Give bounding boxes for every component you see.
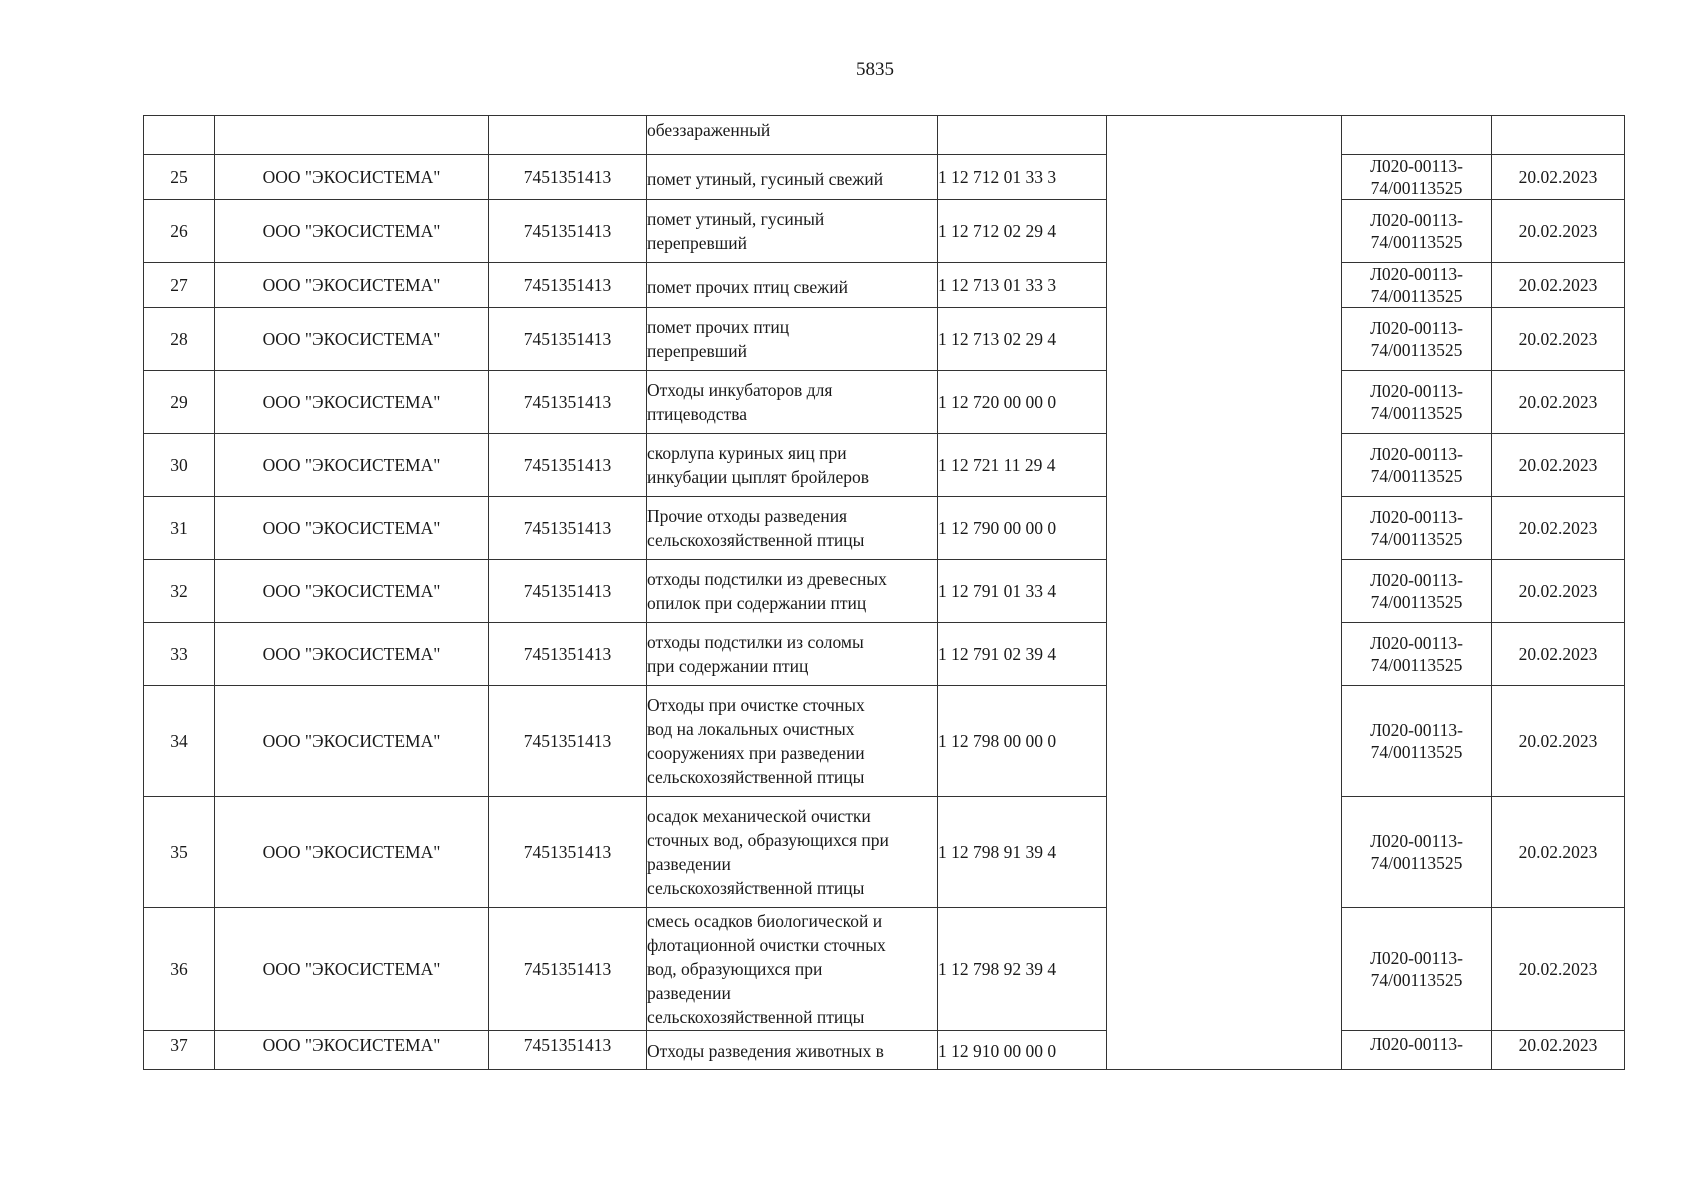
cell-date: 20.02.2023 [1492,371,1625,434]
cell-inn: 7451351413 [489,308,647,371]
cell-waste-code: 1 12 798 91 39 4 [938,797,1107,908]
cell-inn [489,116,647,155]
cell-waste-code: 1 12 791 02 39 4 [938,623,1107,686]
cell-waste-code: 1 12 720 00 00 0 [938,371,1107,434]
waste-name-line: скорлупа куриных яиц при [647,443,847,463]
cell-inn: 7451351413 [489,263,647,308]
cell-waste-name [647,560,938,623]
cell-inn: 7451351413 [489,200,647,263]
cell-waste-name [647,308,938,371]
cell-waste-code: 1 12 713 01 33 3 [938,263,1107,308]
cell-number: 34 [144,686,215,797]
waste-name-line: Отходы инкубаторов для [647,380,833,400]
license-line: Л020-00113- [1370,948,1463,968]
cell-waste-name [647,797,938,908]
cell-waste-name [647,155,938,200]
cell-license [1342,1031,1492,1070]
cell-number: 30 [144,434,215,497]
cell-organization: ООО "ЭКОСИСТЕМА" [215,308,489,371]
cell-waste-code: 1 12 791 01 33 4 [938,560,1107,623]
cell-organization: ООО "ЭКОСИСТЕМА" [215,497,489,560]
license-line: Л020-00113- [1370,318,1463,338]
license-line: 74/00113525 [1370,592,1463,612]
cell-organization: ООО "ЭКОСИСТЕМА" [215,434,489,497]
license-line: Л020-00113- [1370,1034,1463,1054]
cell-waste-code: 1 12 790 00 00 0 [938,497,1107,560]
cell-organization: ООО "ЭКОСИСТЕМА" [215,908,489,1031]
waste-name-line: инкубации цыплят бройлеров [647,467,869,487]
cell-date: 20.02.2023 [1492,434,1625,497]
cell-license [1342,263,1492,308]
cell-waste-name [647,434,938,497]
table-row [144,497,1625,560]
cell-waste-name [647,371,938,434]
table-row [144,200,1625,263]
waste-name-line: сточных вод, образующихся при [647,830,889,850]
cell-number: 27 [144,263,215,308]
cell-inn: 7451351413 [489,155,647,200]
license-line: Л020-00113- [1370,831,1463,851]
cell-organization: ООО "ЭКОСИСТЕМА" [215,1031,489,1070]
waste-name-line: разведении [647,983,731,1003]
cell-inn: 7451351413 [489,434,647,497]
license-line: 74/00113525 [1370,970,1463,990]
waste-name-line: помет прочих птиц свежий [647,277,848,297]
waste-name-line: отходы подстилки из соломы [647,632,864,652]
license-line: Л020-00113- [1370,570,1463,590]
cell-date [1492,116,1625,155]
cell-blank-column [1107,116,1342,1070]
cell-waste-name [647,908,938,1031]
cell-number: 25 [144,155,215,200]
waste-name-line: помет утиный, гусиный [647,209,825,229]
cell-number: 28 [144,308,215,371]
cell-date: 20.02.2023 [1492,497,1625,560]
cell-date: 20.02.2023 [1492,623,1625,686]
license-line: 74/00113525 [1370,529,1463,549]
cell-license [1342,116,1492,155]
cell-inn: 7451351413 [489,623,647,686]
waste-name-line: Прочие отходы разведения [647,506,848,526]
cell-license [1342,200,1492,263]
waste-registry-table [143,115,1625,1070]
cell-date: 20.02.2023 [1492,200,1625,263]
cell-license [1342,434,1492,497]
cell-waste-code: 1 12 712 01 33 3 [938,155,1107,200]
license-line: Л020-00113- [1370,444,1463,464]
license-line: Л020-00113- [1370,633,1463,653]
cell-waste-code: 1 12 713 02 29 4 [938,308,1107,371]
table-row [144,623,1625,686]
cell-organization: ООО "ЭКОСИСТЕМА" [215,686,489,797]
cell-organization: ООО "ЭКОСИСТЕМА" [215,200,489,263]
cell-inn: 7451351413 [489,908,647,1031]
waste-name-line: опилок при содержании птиц [647,593,867,613]
cell-waste-code: 1 12 798 92 39 4 [938,908,1107,1031]
cell-organization: ООО "ЭКОСИСТЕМА" [215,797,489,908]
table-row [144,263,1625,308]
waste-name-line: Отходы при очистке сточных [647,695,865,715]
page-number: 5835 [856,59,894,80]
continuation-row [144,116,1625,155]
license-line: 74/00113525 [1370,178,1463,198]
cell-waste-name [647,497,938,560]
cell-waste-name [647,1031,938,1070]
cell-inn: 7451351413 [489,797,647,908]
cell-waste-name [647,623,938,686]
cell-license [1342,686,1492,797]
cell-license [1342,797,1492,908]
table-row [144,155,1625,200]
cell-license [1342,308,1492,371]
cell-waste-code: 1 12 798 00 00 0 [938,686,1107,797]
waste-name-line: помет утиный, гусиный свежий [647,169,884,189]
cell-date: 20.02.2023 [1492,1031,1625,1070]
cell-license [1342,497,1492,560]
cell-number: 33 [144,623,215,686]
table-row [144,371,1625,434]
cell-date: 20.02.2023 [1492,263,1625,308]
table-row [144,797,1625,908]
cell-date: 20.02.2023 [1492,155,1625,200]
license-line: Л020-00113- [1370,381,1463,401]
table-row [144,308,1625,371]
cell-number: 36 [144,908,215,1031]
license-line: 74/00113525 [1370,340,1463,360]
cell-organization: ООО "ЭКОСИСТЕМА" [215,371,489,434]
cell-date: 20.02.2023 [1492,686,1625,797]
waste-name-line: птицеводства [647,404,748,424]
waste-name-line: сельскохозяйственной птицы [647,530,865,550]
waste-name-line: перепревший [647,233,748,253]
license-line: Л020-00113- [1370,264,1463,284]
license-line: Л020-00113- [1370,210,1463,230]
cell-number: 37 [144,1031,215,1070]
waste-name-line: осадок механической очистки [647,806,871,826]
cell-inn: 7451351413 [489,497,647,560]
cell-date: 20.02.2023 [1492,560,1625,623]
license-line: 74/00113525 [1370,466,1463,486]
cell-organization [215,116,489,155]
waste-name-line: сельскохозяйственной птицы [647,878,865,898]
cell-number: 26 [144,200,215,263]
cell-inn: 7451351413 [489,371,647,434]
table-row [144,1031,1625,1070]
license-line: Л020-00113- [1370,507,1463,527]
cell-organization: ООО "ЭКОСИСТЕМА" [215,263,489,308]
license-line: 74/00113525 [1370,286,1463,306]
cell-date: 20.02.2023 [1492,797,1625,908]
waste-name-line: вод на локальных очистных [647,719,855,739]
table-row [144,908,1625,1031]
cell-waste-name [647,200,938,263]
waste-name-line: разведении [647,854,731,874]
cell-license [1342,560,1492,623]
license-line: 74/00113525 [1370,232,1463,252]
table-row [144,434,1625,497]
waste-name-line: сооружениях при разведении [647,743,865,763]
cell-organization: ООО "ЭКОСИСТЕМА" [215,155,489,200]
license-line: 74/00113525 [1370,853,1463,873]
cell-license [1342,155,1492,200]
cell-license [1342,371,1492,434]
cell-inn: 7451351413 [489,686,647,797]
waste-name-line: сельскохозяйственной птицы [647,767,865,787]
cell-number: 35 [144,797,215,908]
cell-license [1342,623,1492,686]
cell-number: 32 [144,560,215,623]
cell-number [144,116,215,155]
waste-name-line: помет прочих птиц [647,317,790,337]
cell-organization: ООО "ЭКОСИСТЕМА" [215,560,489,623]
cell-number: 29 [144,371,215,434]
waste-name-line: сельскохозяйственной птицы [647,1007,865,1027]
cell-date: 20.02.2023 [1492,308,1625,371]
waste-name-line: при содержании птиц [647,656,809,676]
license-line: 74/00113525 [1370,403,1463,423]
waste-name-line: вод, образующихся при [647,959,823,979]
cell-inn: 7451351413 [489,1031,647,1070]
license-line: Л020-00113- [1370,720,1463,740]
cell-waste-code: 1 12 712 02 29 4 [938,200,1107,263]
table-row [144,686,1625,797]
cell-waste-code: 1 12 910 00 00 0 [938,1031,1107,1070]
waste-name-line: смесь осадков биологической и [647,911,883,931]
cell-inn: 7451351413 [489,560,647,623]
waste-name-line: отходы подстилки из древесных [647,569,887,589]
license-line: Л020-00113- [1370,156,1463,176]
waste-name-line: перепревший [647,341,748,361]
license-line: 74/00113525 [1370,655,1463,675]
cell-number: 31 [144,497,215,560]
cell-waste-code [938,116,1107,155]
cell-organization: ООО "ЭКОСИСТЕМА" [215,623,489,686]
cell-date: 20.02.2023 [1492,908,1625,1031]
waste-name-line: Отходы разведения животных в [647,1041,884,1061]
cell-waste-name: обеззараженный [647,116,938,155]
waste-name-line: флотационной очистки сточных [647,935,886,955]
license-line: 74/00113525 [1370,742,1463,762]
cell-waste-name [647,263,938,308]
cell-waste-code: 1 12 721 11 29 4 [938,434,1107,497]
cell-waste-name [647,686,938,797]
table-row [144,560,1625,623]
cell-license [1342,908,1492,1031]
